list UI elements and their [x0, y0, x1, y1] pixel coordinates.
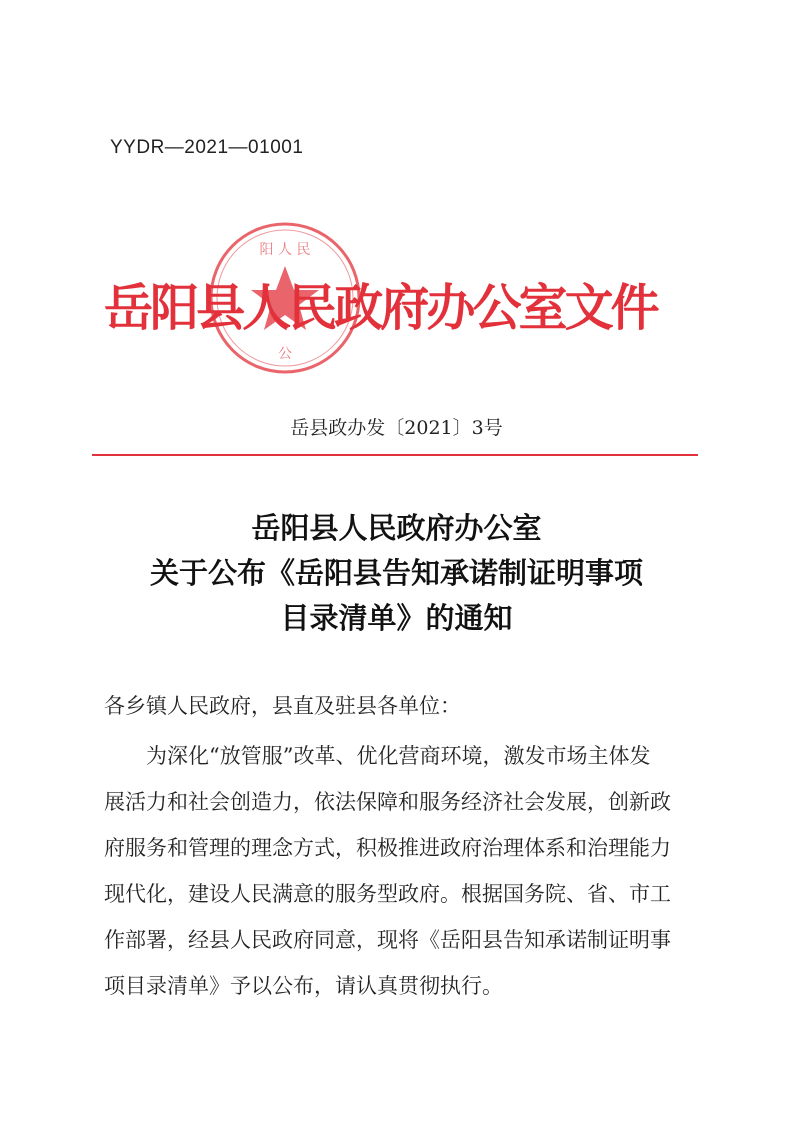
title-line: 关于公布《岳阳县告知承诺制证明事项 — [149, 556, 643, 590]
document-title — [0, 506, 793, 641]
header-divider — [92, 454, 698, 456]
body-line: 为深化“放管服”改革、优化营商环境，激发市场主体发 — [146, 744, 651, 768]
body-line: 现代化，建设人民满意的服务型政府。根据国务院、省、市工 — [104, 882, 671, 906]
document-code: YYDR—2021—01001 — [110, 137, 304, 158]
title-line: 岳阳县人民政府办公室 — [251, 511, 542, 545]
body-line: 项目录清单》予以公布，请认真贯彻执行。 — [104, 974, 503, 998]
body-paragraph — [104, 733, 696, 1009]
issue-number: 岳县政办发〔2021〕3号 — [290, 417, 503, 439]
salutation: 各乡镇人民政府，县直及驻县各单位： — [104, 694, 461, 718]
header-title: 岳阳县人民政府办公室文件 — [104, 279, 657, 337]
body-line: 展活力和社会创造力，依法保障和服务经济社会发展，创新政 — [104, 790, 671, 814]
title-line: 目录清单》的通知 — [280, 601, 513, 635]
body-line: 府服务和管理的理念方式，积极推进政府治理体系和治理能力 — [104, 836, 671, 860]
body-line: 作部署，经县人民政府同意，现将《岳阳县告知承诺制证明事 — [104, 928, 671, 952]
svg-text:阳 人 民: 阳 人 民 — [259, 242, 311, 258]
svg-text:公: 公 — [278, 346, 292, 362]
